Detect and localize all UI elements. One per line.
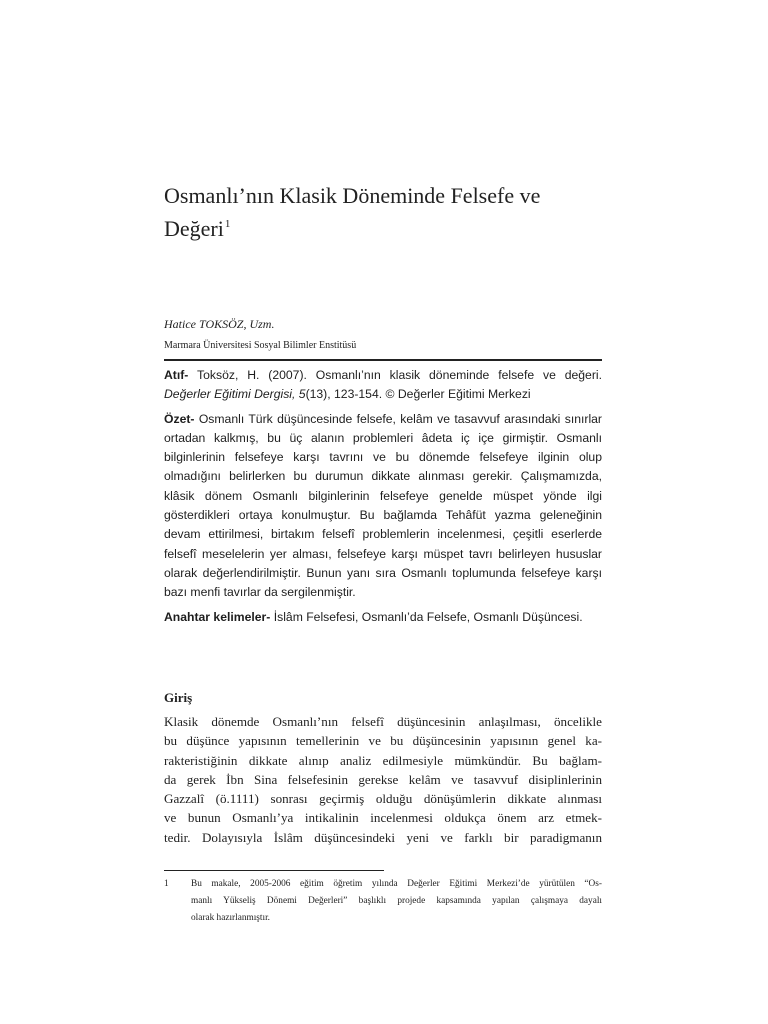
keywords-text: İslâm Felsefesi, Osmanlı’da Felsefe, Osmanlı Düşüncesi. [270,609,583,624]
citation-text-1: Toksöz, H. (2007). Osmanlı’nın klasik döneminde felsefe ve değeri. [188,368,602,382]
section-heading: Giriş [164,690,193,705]
title-text: Osmanlı’nın Klasik Döneminde Felsefe ve Değeri [164,183,541,241]
keywords-label: Anahtar kelimeler- [164,609,271,624]
footnote-line: olarak hazırlanmıştır. [191,913,270,923]
citation-label: Atıf- [164,368,189,382]
body-line: Klasik dönemde Osmanlı’nın felsefî düşüncesinin anlaşılması, öncelikle [164,714,602,729]
citation-text-2: (13), 123-154. © Değerler Eğitimi Merkezi [305,387,531,402]
footnote-number: 1 [164,879,169,889]
author-affiliation: Marmara Üniversitesi Sosyal Bilimler Enstitüsü [164,340,357,351]
abstract-text: Osmanlı Türk düşüncesinde felsefe, kelâm ve tasavvuf arasındaki sınırlar ortadan kalkmış, bu üç alanın problemleri âdeta iç içe girmiştir. Osmanlı bilginlerinin felsefeye karşı tavrını ve bu dönemde felsefeye ilginin olup olmadığını belirlerken bu durumun dikkate alınması gerekir. Çalışmamızda, klâsik dönem Osmanlı bilginlerinin felsefeye genelde müspet yönde ilgi gösterdikleri ortaya konulmuştur. Bu bağlamda Tehâfüt yazma geleneğinin devam ettirilmesi, birtakım felsefî problemlerin incelenmesi, çeşitli eserlerde felsefî meselelerin yer alması, felsefeye karşı müspet tavrı belirleyen hususlar olarak değerlendirilmiştir. Bunun yanı sıra Osmanlı toplumunda felsefeye karşı bazı menfi tavırlar da sergilenmiştir. [164,411,602,600]
citation-paragraph [164,366,602,405]
author-name: Hatice TOKSÖZ, Uzm. [164,317,275,331]
abstract-block [164,366,602,632]
abstract-paragraph [164,410,602,603]
footnote-line: Bu makale, 2005-2006 eğitim öğretim yılında Değerler Eğitimi Merkezi’de yürütülen “Os- [191,879,602,889]
footnote-text [191,876,602,927]
body-line: rakteristiğinin dikkate alınıp analiz edilmesiyle mümkündür. Bu bağlam- [164,752,602,768]
body-line: da gerek İbn Sina felsefesinin gerekse kelâm ve tasavvuf disiplinlerinin [164,771,602,787]
citation-journal: Değerler Eğitimi Dergisi, 5 [164,387,306,402]
section-body [164,712,602,847]
footnote-line: manlı Yükseliş Dönemi Değerleri” başlıklı projede kapsamında yapılan çalışmaya dayalı [191,896,602,906]
footnote-divider [164,870,384,871]
body-line: tedir. Dolayısıyla İslâm düşüncesindeki yeni ve farklı bir paradigmanın [164,829,602,845]
body-line: bu düşünce yapısının temellerinin ve bu düşüncesinin yapısının genel ka- [164,733,602,749]
keywords-paragraph [164,608,602,627]
body-line: ve bunun Osmanlı’ya intikalinin incelenmesi oldukça önem arz etmek- [164,810,602,826]
abstract-label: Özet- [164,411,195,426]
header-divider [164,359,602,361]
article-title [164,182,604,243]
title-footnote-mark: 1 [224,218,231,230]
body-line: Gazzalî (ö.1111) sonrası geçirmiş olduğu dönüşümlerin dikkate alınması [164,791,602,807]
